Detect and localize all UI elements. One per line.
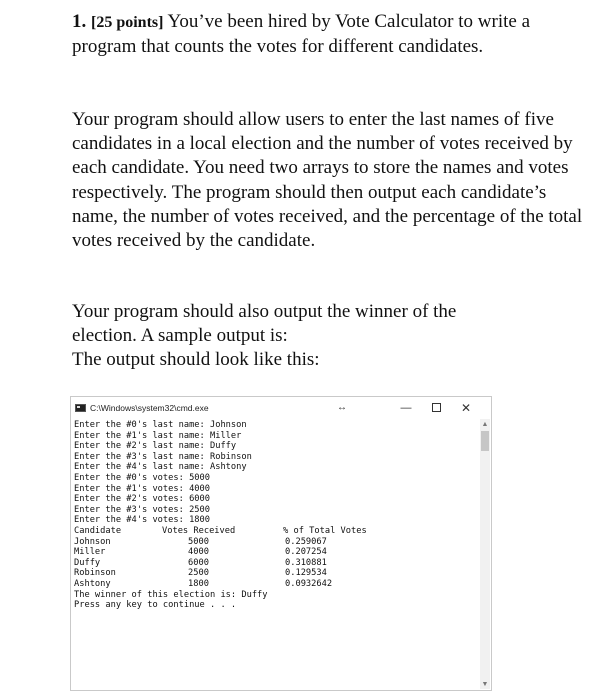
- console-line: Enter the #4's last name: Ashtony: [74, 462, 247, 473]
- console-titlebar[interactable]: [71, 397, 491, 419]
- scrollbar-thumb[interactable]: [481, 431, 489, 451]
- winner-line: The winner of this election is: Duffy: [74, 589, 268, 600]
- candidate-percent: 0.0932642: [285, 578, 333, 589]
- window-title: C:\Windows\system32\cmd.exe: [90, 403, 209, 413]
- output-instructions-paragraph: [72, 300, 582, 373]
- candidate-votes: 6000: [188, 557, 209, 568]
- results-table-header: [74, 526, 474, 537]
- console-line: Enter the #4's votes: 1800: [74, 515, 210, 526]
- candidate-percent: 0.129534: [285, 568, 327, 579]
- scroll-down-icon[interactable]: ▼: [481, 680, 489, 688]
- candidate-votes: 5000: [188, 536, 209, 547]
- question-intro-text: You’ve been hired by Vote Calculator to write a program that counts the votes for different candidates.: [72, 11, 531, 58]
- candidate-percent: 0.310881: [285, 557, 327, 568]
- maximize-button[interactable]: [423, 397, 449, 419]
- question-points: [25 points]: [91, 14, 164, 31]
- table-row: [74, 547, 474, 558]
- candidate-name: Miller: [74, 547, 106, 558]
- console-line: Enter the #3's votes: 2500: [74, 504, 210, 515]
- vertical-scrollbar[interactable]: [480, 419, 490, 689]
- scroll-up-icon[interactable]: ▲: [481, 420, 489, 428]
- console-output: [74, 420, 474, 611]
- table-row: [74, 537, 474, 548]
- candidate-percent: 0.207254: [285, 547, 327, 558]
- candidate-votes: 4000: [188, 547, 209, 558]
- output-instructions-line: The output should look like this:: [72, 349, 320, 371]
- header-percent-total: % of Total Votes: [283, 525, 367, 536]
- console-line: Enter the #2's votes: 6000: [74, 494, 210, 505]
- console-line: Enter the #0's votes: 5000: [74, 472, 210, 483]
- output-instructions-line: election. A sample output is:: [72, 325, 288, 347]
- minimize-button[interactable]: —: [400, 402, 412, 414]
- console-line: Enter the #0's last name: Johnson: [74, 420, 247, 430]
- candidate-name: Johnson: [74, 536, 111, 547]
- maximize-icon: [432, 403, 441, 412]
- press-key-line: Press any key to continue . . .: [74, 600, 237, 611]
- candidate-name: Ashtony: [74, 578, 111, 589]
- console-line: Enter the #1's last name: Miller: [74, 430, 242, 441]
- resize-arrows-icon: ↔: [337, 402, 347, 413]
- question-number: 1.: [72, 11, 87, 32]
- output-instructions-line: Your program should also output the winner of the: [72, 301, 457, 322]
- table-row: [74, 558, 474, 569]
- cmd-app-icon: [75, 404, 86, 412]
- candidate-votes: 2500: [188, 568, 209, 579]
- header-votes-received: Votes Received: [162, 525, 236, 536]
- requirements-paragraph: Your program should allow users to enter the last names of five candidates in a local election and the number of votes received by each candidate. You need two arrays to store the names and votes respectively. The program should then output each candidate’s name, the number of votes received, and the percentage of the total votes received by the candidate.: [72, 109, 583, 252]
- header-candidate: Candidate: [74, 525, 122, 536]
- console-line: Enter the #2's last name: Duffy: [74, 441, 237, 452]
- table-row: [74, 568, 474, 579]
- console-line: Enter the #3's last name: Robinson: [74, 451, 252, 462]
- console-window: [70, 396, 492, 691]
- console-line: Enter the #1's votes: 4000: [74, 483, 210, 494]
- candidate-votes: 1800: [188, 578, 209, 589]
- candidate-name: Duffy: [74, 557, 101, 568]
- table-row: [74, 579, 474, 590]
- close-button[interactable]: ✕: [460, 401, 472, 415]
- candidate-percent: 0.259067: [285, 536, 327, 547]
- question-intro-paragraph: [72, 10, 582, 59]
- candidate-name: Robinson: [74, 568, 116, 579]
